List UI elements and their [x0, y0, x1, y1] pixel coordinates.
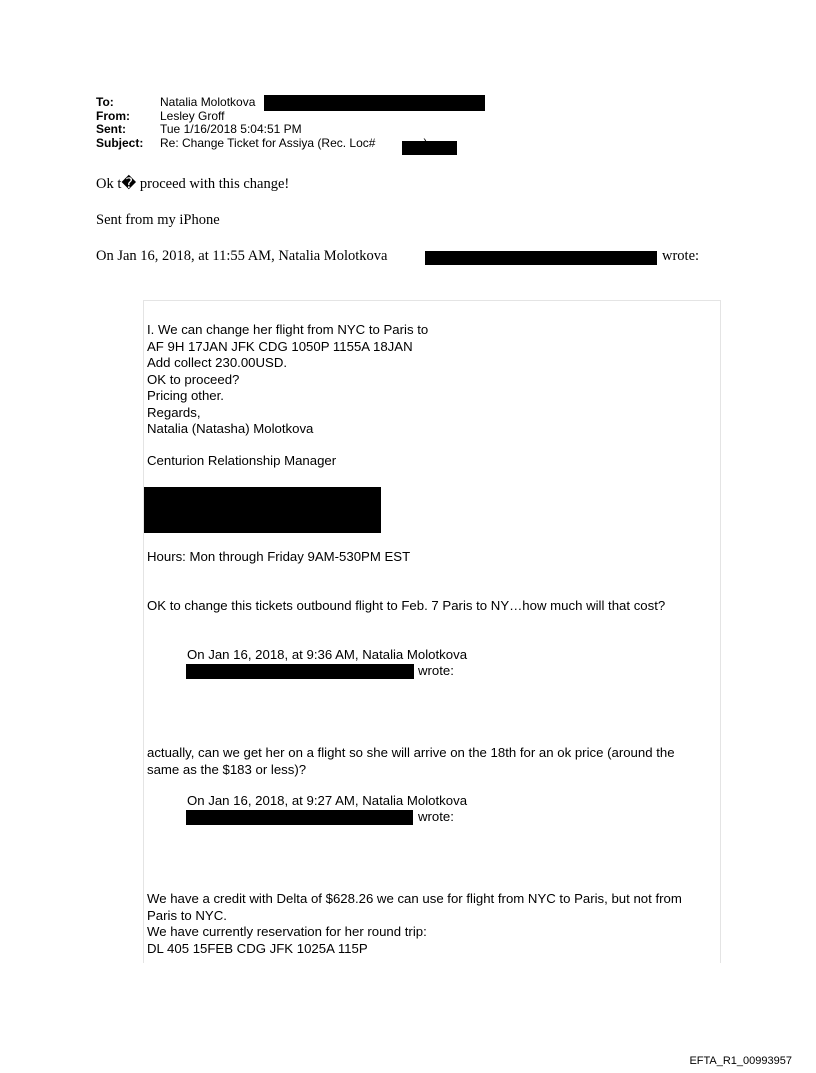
quoted-line: Regards, [147, 404, 201, 420]
office-hours: Hours: Mon through Friday 9AM-530PM EST [147, 549, 411, 564]
signature-text: Sent from my iPhone [96, 212, 220, 228]
subject-label: Subject: [96, 135, 144, 150]
sent-value: Tue 1/16/2018 5:04:51 PM [160, 122, 302, 136]
nested-quote-intro-2: On Jan 16, 2018, at 9:27 AM, Natalia Molotkova [187, 793, 468, 808]
redaction-to-email [264, 95, 485, 111]
sender-title: Centurion Relationship Manager [147, 453, 337, 468]
header-subject-row [96, 137, 427, 151]
redaction-sender-email [425, 251, 657, 265]
arrival-question-line-2: same as the $183 or less)? [147, 761, 307, 777]
quoted-line: I. We can change her flight from NYC to Paris to [147, 322, 429, 337]
nested-quote-wrote-1: wrote: [418, 663, 454, 678]
quote-intro-wrote: wrote: [662, 248, 700, 264]
from-value: Lesley Groff [160, 108, 225, 123]
change-question: OK to change this tickets outbound flight to Feb. 7 Paris to NY…how much will that cost? [147, 598, 666, 613]
bates-number: EFTA_R1_00993957 [689, 1055, 792, 1067]
nested-quote-wrote-2: wrote: [418, 809, 454, 824]
redaction-nested-email-2 [186, 810, 413, 825]
nested-quote-intro-1: On Jan 16, 2018, at 9:36 AM, Natalia Molotkova [187, 647, 468, 662]
redaction-contact-block [144, 487, 381, 533]
arrival-question-line-1: actually, can we get her on a flight so she will arrive on the 18th for an ok price (around the [147, 745, 675, 760]
quoted-line: OK to proceed? [147, 371, 240, 387]
quoted-line: AF 9H 17JAN JFK CDG 1050P 1155A 18JAN [147, 338, 413, 354]
credit-line: We have a credit with Delta of $628.26 we can use for flight from NYC to Paris, but not from [147, 891, 682, 906]
quote-intro [96, 248, 387, 265]
header-from-row [96, 110, 427, 124]
header-sent-row [96, 123, 427, 137]
quoted-line: Pricing other. [147, 388, 224, 403]
credit-line: Paris to NYC. [147, 907, 227, 923]
quoted-line: Add collect 230.00USD. [147, 355, 288, 370]
reply-text: Ok t� proceed with this change! [96, 176, 290, 192]
to-label: To: [96, 95, 114, 109]
credit-line: We have currently reservation for her round trip: [147, 924, 427, 939]
credit-line: DL 405 15FEB CDG JFK 1025A 115P [147, 940, 368, 956]
redaction-rec-loc [402, 141, 457, 155]
redaction-nested-email-1 [186, 664, 414, 679]
from-label: From: [96, 108, 130, 123]
quoted-line: Natalia (Natasha) Molotkova [147, 421, 314, 436]
subject-value: Re: Change Ticket for Assiya (Rec. Loc# [160, 135, 376, 150]
sent-label: Sent: [96, 122, 126, 136]
quoted-message-box [143, 300, 721, 963]
quote-intro-sender: On Jan 16, 2018, at 11:55 AM, Natalia Molotkova [96, 248, 388, 264]
to-value: Natalia Molotkova [160, 95, 256, 109]
